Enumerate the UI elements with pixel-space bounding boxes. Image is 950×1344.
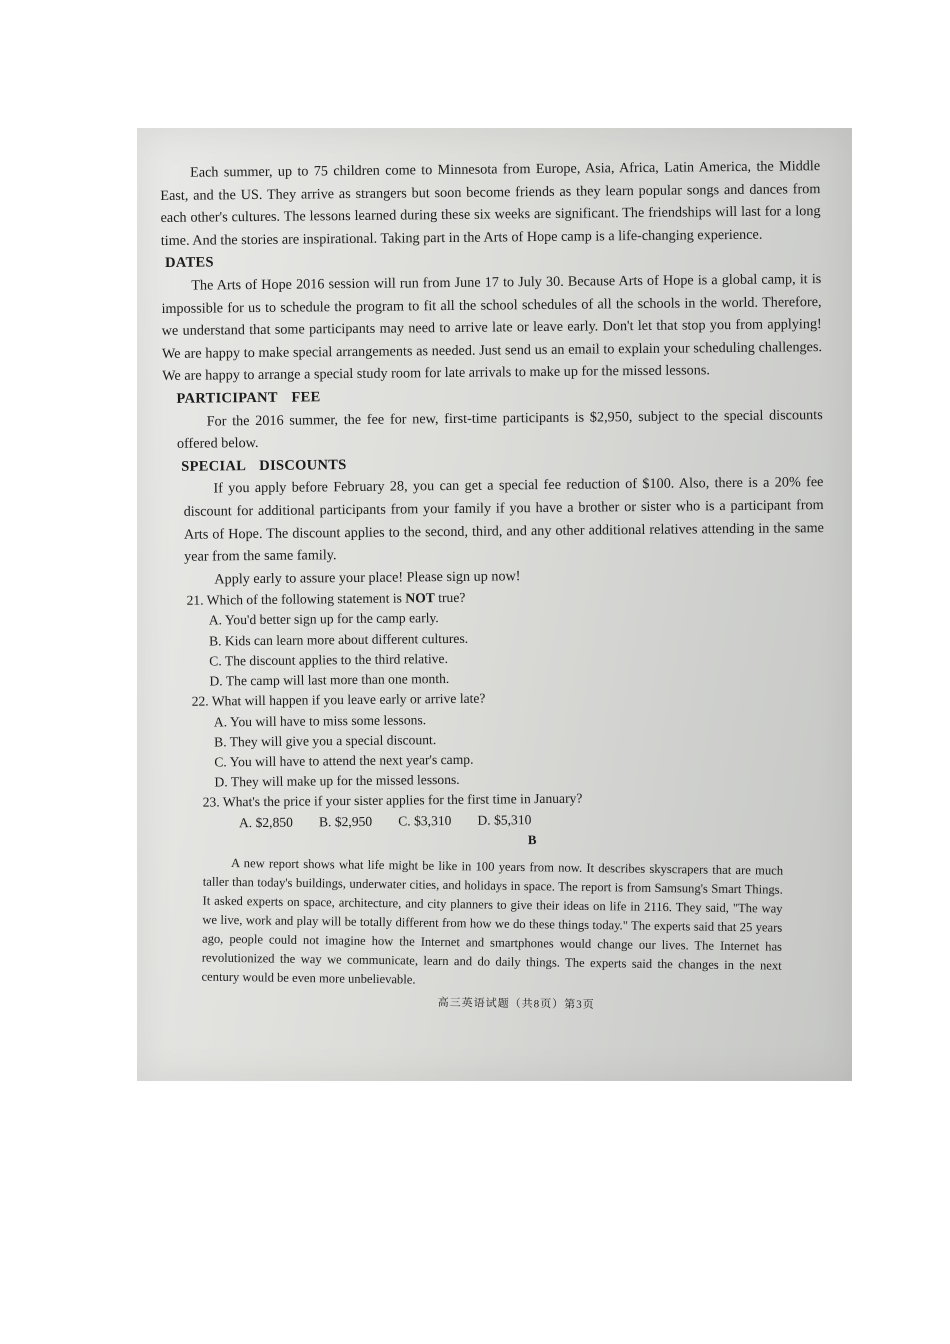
question-number: 23.: [202, 794, 220, 810]
option-c: C. You will have to attend the next year's camp.: [214, 751, 474, 770]
question-21: [186, 584, 825, 692]
exam-page: [160, 155, 829, 1010]
question-22: [192, 685, 827, 793]
option-a: A. You will have to miss some lessons.: [213, 711, 427, 729]
option-b: B. They will give you a special discount.: [213, 731, 437, 750]
page-footer: 高三英语试题（共8页）第3页: [437, 996, 595, 1011]
dates-heading: DATES: [164, 254, 214, 272]
question-stem-text: What's the price if your sister applies for the first time in January?: [222, 790, 583, 810]
passage-a-intro: Each summer, up to 75 children come to Minnesota from Europe, Asia, Africa, Latin America, the Middle East, and the US. They arrive as strangers but soon become friends as they learn popular songs and dances from each other's cultures. The lessons learned during these six weeks are significant. The friendships will last for a long time. And the stories are inspirational. Taking part in the Arts of Hope camp is a life-changing experience.: [160, 158, 821, 249]
call-to-action: Apply early to assure your place! Please sign up now!: [214, 567, 521, 588]
passage-b: [201, 853, 783, 1017]
question-number: 21.: [186, 592, 204, 609]
participant-fee-heading: PARTICIPANT FEE: [176, 389, 321, 407]
option-b: B. $2,950: [318, 813, 373, 829]
question-stem-after: true?: [438, 590, 466, 606]
option-a: A. You'd better sign up for the camp early.: [208, 610, 439, 628]
question-number: 22.: [191, 693, 209, 709]
dates-text: The Arts of Hope 2016 session will run from June 17 to July 30. Because Arts of Hope is a global camp, it is impossible for us to schedule the program to fit all the school schedules of all the schools in the world. Therefore, we understand that some participants may need to arrive late or leave early. Don't let that stop you from applying! We are happy to make special arrangements as needed. Just send us an email to explain your scheduling challenges. We are happy to arrange a special study room for late arrivals to make up for the missed lessons.: [161, 271, 823, 385]
option-c: C. $3,310: [398, 812, 452, 829]
option-d: D. $5,310: [477, 811, 532, 828]
option-b: B. Kids can learn more about different cultures.: [208, 630, 469, 649]
question-23: [203, 786, 827, 833]
option-d: D. The camp will last more than one month.: [209, 671, 450, 689]
option-c: C. The discount applies to the third relative.: [209, 650, 449, 669]
participant-fee-text: For the 2016 summer, the fee for new, first-time participants is $2,950, subject to the special discounts offered below.: [176, 406, 823, 452]
passage-b-text: A new report shows what life might be like in 100 years from now. It describes skyscrapers that are much taller than today's buildings, underwater cities, and holidays in space. The report is from Samsung's Smart Things. It asked experts on space, architecture, and city planners to give their ideas on life in 2116. They said, "The way we live, work and play will be totally different from how we do these things today." The experts said that 25 years ago, people could not imagine how the Internet and smartphones would change our lives. The Internet has revolutionized the way we communicate, learn and do daily things. The experts said the changes in the next century would be even more unbelievable.: [201, 855, 784, 987]
questions-block: [186, 584, 827, 833]
section-b-label: B: [527, 831, 537, 847]
option-d: D. They will make up for the missed lessons.: [214, 772, 460, 790]
special-discounts-text: If you apply before February 28, you can get a special fee reduction of $100. Also, there is a 20% fee discount for additional participants from your family if you have a brother or sister who is a participant from Arts of Hope. The discount applies to the second, third, and any other additional relatives attending in the same year from the same family.: [183, 474, 824, 565]
question-stem-text: What will happen if you leave early or arrive late?: [211, 690, 486, 709]
special-discounts-heading: SPECIAL DISCOUNTS: [181, 456, 347, 475]
question-stem-emphasis: NOT: [405, 590, 435, 606]
question-stem-before: Which of the following statement is: [206, 590, 403, 608]
option-a: A. $2,850: [238, 814, 293, 830]
